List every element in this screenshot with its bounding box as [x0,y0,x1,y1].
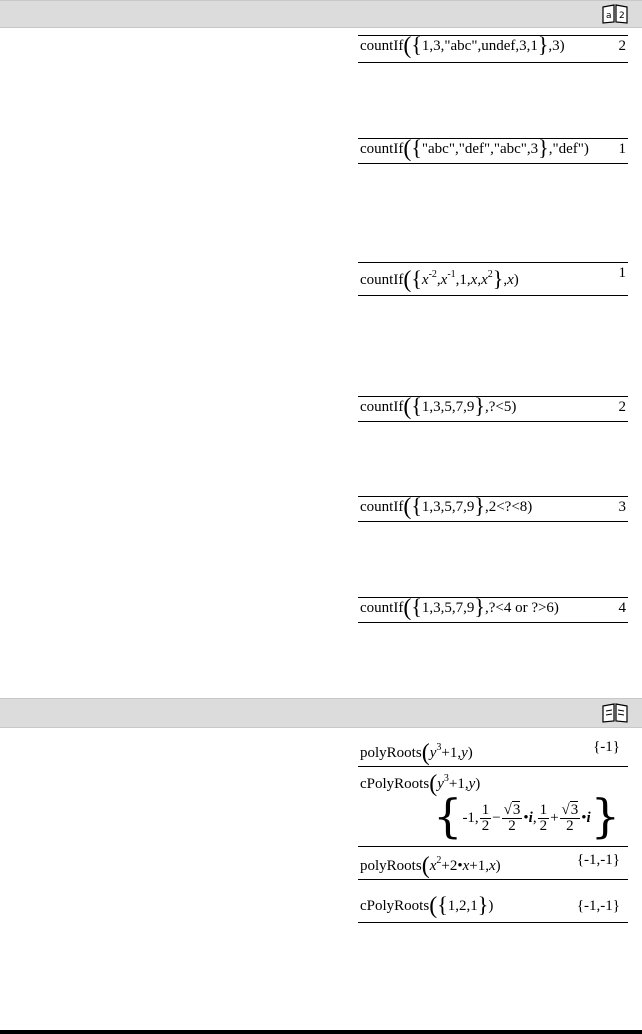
result: 4 [618,600,626,616]
expression: countIf({1,3,5,7,9},?<5) [360,393,517,420]
countif-example-4 [358,393,628,422]
result: 2 [618,38,626,54]
polyroots-example-2 [358,847,628,880]
expression: $polyRoots(y^3+1,y)$ [360,740,473,766]
page-bottom-rule [0,1030,642,1034]
expression: $countIf(\{x^{-2},x^{-1},1,x,x^2\},x)$ [360,266,519,293]
book-icon [602,703,628,723]
countif-example-2 [358,135,628,164]
expression: countIf({1,3,5,7,9},?<4 or ?>6) [360,594,559,621]
section-header-band [0,0,642,28]
countif-example-5 [358,493,628,522]
result-list: {-1, $\frac{1}{2}$ − $\frac{√3}{2}$ •i, $\frac{1}{2}$ + $\frac{√3}{2}$ •i} [433,789,620,843]
result: 1 [618,141,626,157]
svg-text:a: a [606,11,612,21]
section-header-band [0,698,642,728]
countif-example-1 [358,32,628,63]
result: {-1,-1} [576,898,620,914]
result: 2 [618,399,626,415]
cpolyroots-example-1 [358,767,628,847]
cpolyroots-example-2 [358,880,628,923]
expression: $cPolyRoots(y^3+1,y)$ [360,771,481,797]
book-ab-icon [602,4,628,24]
result: {-1} [593,739,620,755]
expression: countIf({1,3,"abc",undef,3,1},3) [360,32,565,59]
countif-example-6 [358,594,628,623]
expression: cPolyRoots({1,2,1}) [360,892,494,919]
polyroots-example-1 [358,735,628,767]
expression: countIf({"abc","def","abc",3},"def") [360,135,589,162]
result: {-1,-1} [576,852,620,868]
expression: $polyRoots(x^2+2•x+1,x)$ [360,853,501,879]
result: 1 [618,265,626,281]
expression: countIf({1,3,5,7,9},2<?<8) [360,493,533,520]
result: 3 [618,499,626,515]
countif-example-3 [358,262,628,296]
svg-text:2: 2 [619,11,625,21]
